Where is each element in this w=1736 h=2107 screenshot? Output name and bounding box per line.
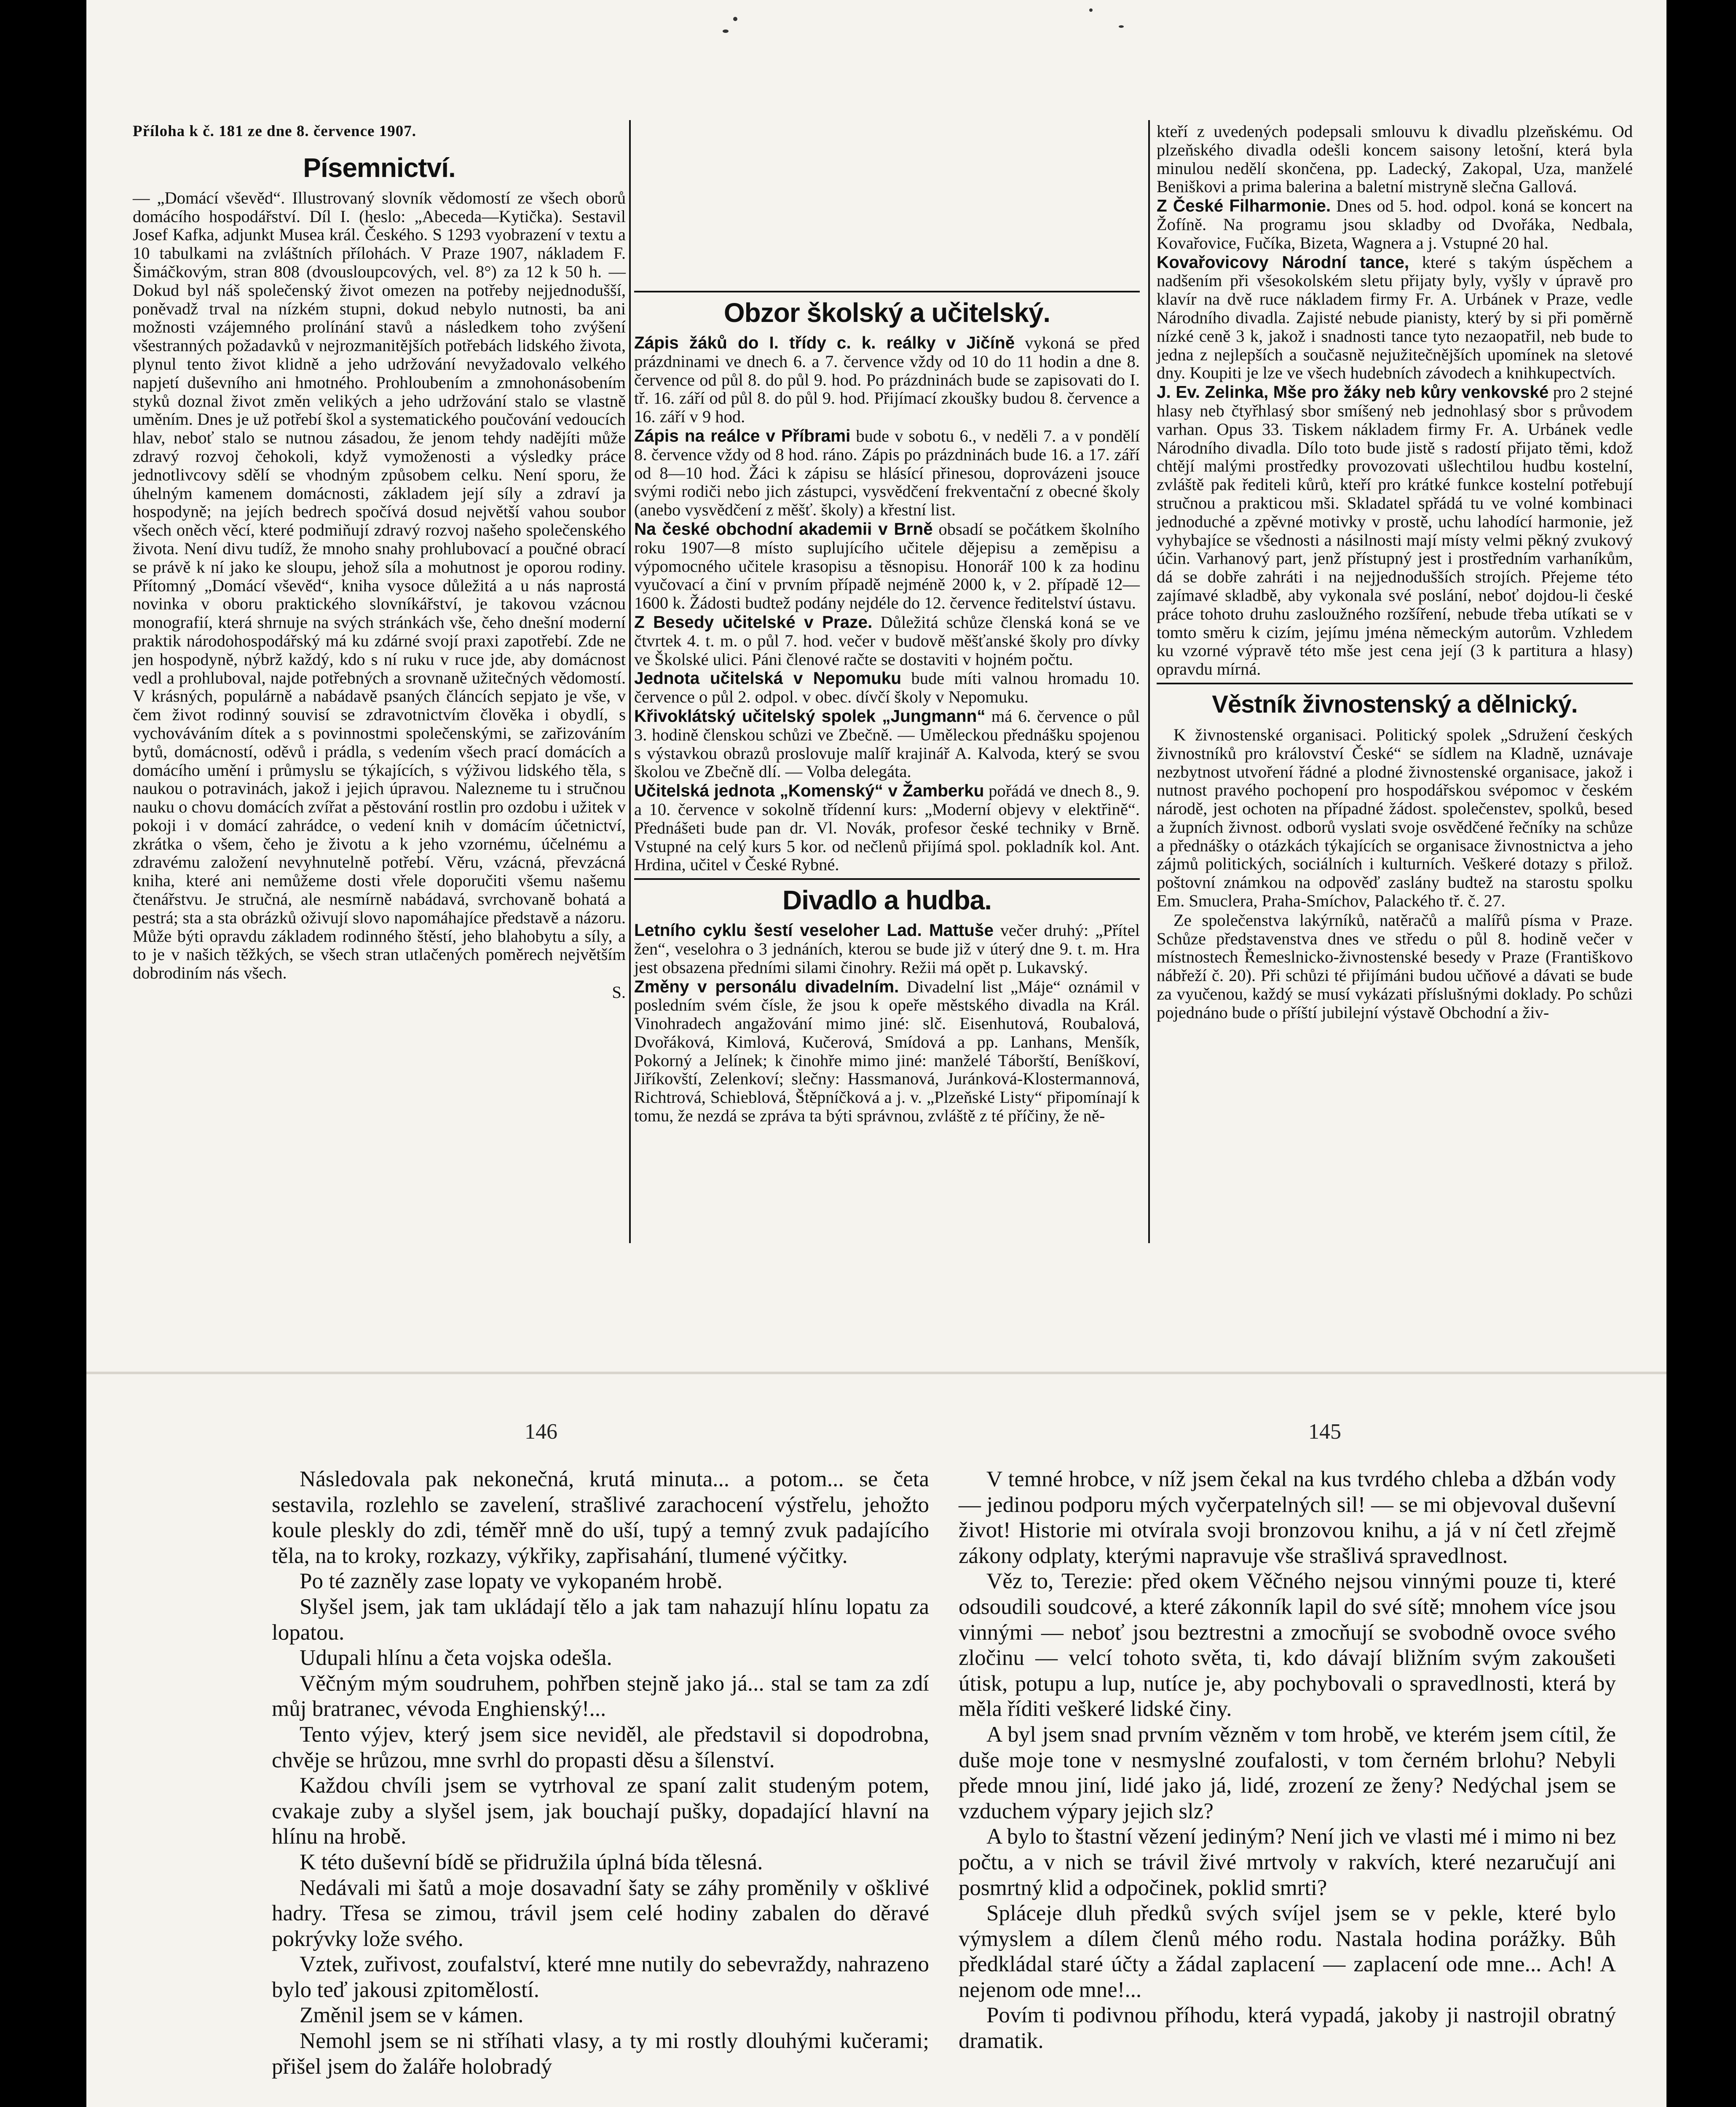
news-body: bude míti valnou hromadu 10. července o půl 2. odpol. v obec. dívčí školy v Nepomuku. bbox=[634, 669, 1140, 707]
book-paragraph: Věčným mým soudruhem, pohřben stejně jako já... stal se tam za zdí můj bratranec, vévoda Enghienský!... bbox=[272, 1671, 929, 1721]
news-body: vykoná se před prázdninami ve dnech 6. a 7. července vždy od 10 do 11 hodin a dne 8. července od půl 8. do půl 9. hod. Po prázdninách bude se zapisovati do I. tř. 16. září od půl 8. do půl 9. hod. Přijímací zkoušky budou 8. července a 16. září v 9 hod. bbox=[634, 333, 1140, 426]
news-headline: Z Besedy učitelské v Praze. bbox=[634, 612, 873, 632]
news-body: Důležitá schůze členská koná se ve čtvrtek 4. t. m. o půl 7. hod. večer v budově měšťanské školy pro dívky ve Školské ulici. Páni členové račte se dostaviti v hojném počtu. bbox=[634, 612, 1140, 669]
news-headline: Křivoklátský učitelský spolek „Jungmann“ bbox=[634, 706, 986, 726]
news-body: bude v sobotu 6., v neděli 7. a v pondělí 8. července vždy od 8 hod. ráno. Zápis po prázdninách bude 16. a 17. září od 8—10 hod. Žáci k zápisu se hlásící přinesou, doprovázeni jsouce svými rodiči nebo jich zástupci, vysvědčení frekventační z obecné školy (anebo vysvědčení z měšť. školy) a křestní list. bbox=[634, 426, 1140, 520]
article-text: K živnostenské organisaci. Politický spolek „Sdružení českých živnostníků pro království České“ se sídlem na Kladně, uznávaje nezbytnost utvoření řádné a plodné živnostenské organisace, jakož i nutnost pravého pochopení pro hospodářskou svépomoc v českém národě, jest ochoten na případné žádost. společenstev, spolků, besed a župních živnost. odborů vyslati svoje osvědčené řečníky na schůze a přednášky o otázkách týkajících se organisace živnostnictva a jeho zájmů politických, sociálních i kulturních. Veškeré dotazy s přilož. poštovní známkou na odpověď zaslány budtež na starostu spolku Em. Smuclera, Praha-Smíchov, Palackého tř. č. 27. bbox=[1157, 725, 1633, 911]
newspaper-page bbox=[86, 0, 1666, 1403]
column-school-theatre bbox=[634, 122, 1140, 1126]
news-body: Dnes od 5. hod. odpol. koná se koncert na Žofíně. Na programu jsou skladby od Dvořáka, Nedbala, Kovařovice, Fučíka, Bizeta, Wagnera a j. Vstupné 20 hal. bbox=[1157, 196, 1633, 252]
column-music-trades bbox=[1157, 122, 1633, 1023]
news-headline: Zápis na reálce v Příbrami bbox=[634, 426, 851, 445]
news-item bbox=[634, 334, 1140, 426]
news-headline: Učitelská jednota „Komenský“ v Žamberku bbox=[634, 781, 984, 801]
news-headline: J. Ev. Zelinka, Mše pro žáky neb kůry venkovské bbox=[1157, 382, 1549, 402]
book-paragraph: Následovala pak nekonečná, krutá minuta... a potom... se četa sestavila, rozlehlo se zavelení, strašlivé zarachocení výstřelu, jehožto koule pleskly do zdi, téměř mně do uší, tupý a temný zvuk padajícího těla, na to kroky, rozkazy, výkřiky, zapřisahání, tlumené výčitky. bbox=[272, 1467, 929, 1568]
column-literature bbox=[133, 122, 626, 1003]
book-paragraph: Nemohl jsem se ni stříhati vlasy, a ty mi rostly dlouhými kučerami; přišel jsem do žaláře holobradý bbox=[272, 2029, 929, 2079]
news-body: Divadelní list „Máje“ oznámil v posledním svém čísle, že jsou k opeře městského divadla na Král. Vinohradech angažování mimo jiné: slč. Eisenhutová, Roubalová, Dvořáková, Kimlová, Kučerová, Smídová a pp. Lanhans, Menšík, Pokorný a Jelínek; k činohře mimo jiné: manželé Táborští, Beníškoví, Jiříkovští, Zelenkoví; slečny: Hassmanová, Juránková-Klostermannová, Richtrová, Schieblová, Štěpníčková a j. v. „Plzeňské Listy“ připomínají k tomu, že nezdá se zpráva ta býti správnou, zvláště z té příčiny, že ně- bbox=[634, 977, 1140, 1126]
scan-speck bbox=[733, 17, 737, 21]
news-headline: Jednota učitelská v Nepomuku bbox=[634, 668, 902, 688]
news-item bbox=[1157, 383, 1633, 678]
book-paragraph: Tento výjev, který jsem sice neviděl, ale představil si dopodrobna, chvěje se hrůzou, mne svrhl do propasti děsu a šílenství. bbox=[272, 1722, 929, 1772]
news-body: pořádá ve dnech 8., 9. a 10. července v sokolně třídenní kurs: „Moderní objevy v elektřině“. Přednášeti bude pan dr. Vl. Novák, profesor české techniky v Brně. Vstupné na celý kurs 5 kor. od nečlenů přijímá spol. pokladník kol. Ant. Hrdina, učitel v České Rybné. bbox=[634, 781, 1140, 874]
news-item bbox=[1157, 253, 1633, 383]
scan-speck bbox=[1119, 25, 1124, 28]
news-body: obsadí se počátkem školního roku 1907—8 místo suplujícího učitele dějepisu a zeměpisu a výpomocného učitele krasopisu a těsnopisu. Honorář 100 k za hodinu vyučovací a činí v prvním případě nejméně 2000 k, v 2. případě 12—1600 k. Žádosti budtež podány nejdéle do 12. července ředitelství ústavu. bbox=[634, 519, 1140, 613]
book-paragraph: Každou chvíli jsem se vytrhoval ze spaní zalit studeným potem, cvakaje zuby a slyšel jsem, jak bouchají pušky, dopadající hlavní na hlínu na hrobě. bbox=[272, 1773, 929, 1849]
book-paragraph: Věz to, Terezie: před okem Věčného nejsou vinnými pouze ti, které odsoudili soudcové, a které zákonník lapil do své sítě; mnohem více jsou vinnými — neboť jsou beztrestni a zmocňují se svobodně ovoce svého zločinu — velcí tohoto světa, ti, kdo dávají bližním svým zakoušeti útisk, potupu a lup, nutíce je, aby pochybovali o spravedlnosti, která by měla říditi veškeré lidské činy. bbox=[959, 1569, 1616, 1721]
news-item bbox=[634, 613, 1140, 668]
news-body: které s takým úspěchem a nadšením při všesokolském sletu přijaty byly, vyšly v úpravě pro klavír na dvě ruce nákladem firmy Fr. A. Urbánek v Praze, vedle Národního divadla. Zajisté nebude pianisty, který by si při poměrně nízké ceně 3 k, jakož i snadnosti tance tyto nezaopatřil, neb bude to jedna z nejlepších a současně nejužitečnějších upomínek na sletové dny. Koupiti je lze ve všech hudebních závodech a knihkupectvích. bbox=[1157, 252, 1633, 383]
page-fold bbox=[86, 1372, 1666, 1374]
book-paragraph: Nedávali mi šatů a moje dosavadní šaty se záhy proměnily v ošklivé hadry. Třesa se zimou, trávil jsem celé hodiny zabalen do děravé pokrývky lože svého. bbox=[272, 1875, 929, 1951]
newspaper-scan bbox=[86, 0, 1666, 2107]
book-paragraph: Slyšel jsem, jak tam ukládají tělo a jak tam nahazují hlínu lopatu za lopatou. bbox=[272, 1594, 929, 1645]
scan-speck bbox=[723, 29, 729, 33]
news-item bbox=[634, 707, 1140, 781]
right-page-number: 145 bbox=[1308, 1420, 1341, 1444]
divider bbox=[634, 878, 1140, 880]
news-item bbox=[634, 669, 1140, 706]
book-paragraph: Vztek, zuřivost, zoufalství, které mne nutily do sebevraždy, nahrazeno bylo teď jakousi zpitomělostí. bbox=[272, 1952, 929, 2002]
news-body: pro 2 stejné hlasy neb čtyřhlasý sbor smíšený neb jednohlasý sbor s průvodem varhan. Opus 33. Tiskem nákladem firmy Fr. A. Urbánek vedle Národního divadla. Dílo toto bude jistě s radostí přijato těmi, kdož chtějí malými prostředky provozovati ušlechtilou hudbu kostelní, zvláště pak řediteli kůrů, kteří pro krátké funkce kostelní potřebují stručnou a prakticou mši. Skladatel spřádá tu ve volné kombinaci jednoduché a zpěvné motivky v prostě, uchu lahodící harmonie, jež vyhybajíce se všednosti a násilnosti mají místy velmi pěkný zvukový účin. Varhanový part, jenž přístupný jest i prostředním varhaníkům, dá se dobře zahráti i na nejjednodušších strojích. Přejeme této zajímavé skladbě, aby vykonala své poslání, neboť dojdou-li české práce tohoto druhu zasloužného rozšíření, nebude třeba utíkati se v tomto směru k cizím, jejímu jména německým autorům. Vzhledem ku vzorné výpravě této mše jest cena její (3 k partitura a hlasy) opravdu mírná. bbox=[1157, 383, 1633, 679]
news-item bbox=[1157, 197, 1633, 252]
divider bbox=[634, 291, 1140, 292]
news-item bbox=[634, 782, 1140, 874]
divider bbox=[1157, 683, 1633, 684]
article-signature: S. bbox=[612, 983, 626, 1002]
book-paragraph: V temné hrobce, v níž jsem čekal na kus tvrdého chleba a džbán vody — jedinou podporu mých vyčerpatelných sil! — se mi objevoval duševní život! Historie mi otvírala svoji bronzovou knihu, a já v ní četl zřejmě zákony odplaty, kterými napravuje vše strašlivá spravedlnost. bbox=[959, 1467, 1616, 1568]
news-item bbox=[634, 921, 1140, 976]
news-headline: Letního cyklu šestí veseloher Lad. Mattuše bbox=[634, 920, 994, 940]
section-title-theatre: Divadlo a hudba. bbox=[782, 885, 992, 916]
book-paragraph: A byl jsem snad prvním vězněm v tom hrobě, ve kterém jsem cítil, že duše moje tone v nesmyslné zoufalosti, v tom černém brlohu? Nebyli přede mnou jiní, lidé jako já, lidé, zrození ze ženy? Nedýchal jsem se vzduchem výpary jejich slz? bbox=[959, 1722, 1616, 1823]
book-paragraph: Udupali hlínu a četa vojska odešla. bbox=[300, 1646, 612, 1670]
news-headline: Změny v personálu divadelním. bbox=[634, 976, 899, 996]
book-paragraph: Po té zazněly zase lopaty ve vykopaném hrobě. bbox=[300, 1569, 723, 1594]
book-right-page bbox=[959, 1466, 1616, 2054]
scan-speck bbox=[1089, 8, 1093, 12]
book-paragraph: A bylo to štastní vězení jediným? Není jich ve vlasti mé i mimo ni bez počtu, a v nich se trávil živé mrtvoly v rakvích, které nezaručují ani posmrtný klid a odpočinek, poklid smrti? bbox=[959, 1824, 1616, 1900]
article-text: — „Domácí vševěd“. Illustrovaný slovník vědomostí ze všech oborů domácího hospodářství. Díl I. (heslo: „Abeceda—Kytička). Sestavil Josef Kafka, adjunkt Musea král. Českého. S 1293 vyobrazení v textu a 10 tabulkami na zvláštních přílohách. V Praze 1907, nákladem F. Šimáčkovým, stran 808 (dvousloupcových, vel. 8°) za 12 k 50 h. — Dokud byl náš společenský život omezen na potřeby nejjednodušší, poněvadž trval na nízkém stupni, dokud nebylo nutnosti, ba ani možnosti vzájemného prolínání stavů a následkem toho zvýšení všestranných požadavků v nejrozmanitějších potřebách lidského života, plynul tento život klidně a jeho udržování nevyžadovalo velkého napjetí duševního ani hmotného. Prohloubením a zmnohonásobením styků doznal život změn velikých a jeho udržování stalo se vlastně uměním. Dnes je už potřebí škol a systematického poučování vedoucích hlav, neboť stalo se nutnou zásadou, že jenom tehdy nadějíti může zdravý rozvoj čehokoli, když vymoženosti a výsledky práce jednotlivcovy sdělí se vhodným způsobem celku. Není sporu, že úhelným kamenem domácnosti, základem její síly a zdraví ja hospodyně; na jejích bedrech spočívá dosud největší vahou soubor všech oněch věcí, které podmiňují zdravý rozvoj našeho společenského života. Není divu tudíž, že mnoho snahy prohlubovací a poučné obrací se právě k ní jako ke sloupu, jehož síla a mohutnost je oporou rodiny. Přítomný „Domácí vševěd“, kniha vysoce důležitá a u nás naprostá novinka v oboru praktického slovníkářství, je takovou vzácnou monografií, která shrnuje na svých stránkách vše, čeho dnešní moderní praktik národohospodářský má ku zdárné svojí praxi zapotřebí. Zde ne jen hospodyně, nýbrž každý, kdo s ní ruku v ruce jde, aby domácnost vedl a prohluboval, najde potřebných a srovnaně užitečných vědomostí. V krásných, populárně a nabádavě psaných článcích sepjato je vše, v čem život rodinný souvisí se zdravotnictvím člověka i obydlí, s vychováváním dítek a s povinnostmi společenskými, se zařizováním bytů, domácností, oděvů i prádla, s vedením všech prací domácích a domácího umění i průmyslu se týkajících, s výživou lidského těla, s naukou o potravinách, jakož i jejich úpravou. Nalezneme tu i stručnou nauku o chovu domácích zvířat a pěstování rostlin pro ozdobu i užitek v pokoji i v domácí zahrádce, o vedení knih v domácím účetnictví, zkrátka o všem, čeho je životu a k jeho vzornému, účelnému a zdravému založení nevyhnutelně potřebí. Věru, vzácná, převzácná kniha, které ani nemůžeme dosti vřele doporučiti všemu našemu čtenářstvu. Je stručná, ale nesmírně nabádavá, svrchovaně bohatá a pestrá; sta a sta obrázků oživují slovo napomáhajíce představě a názoru. Může býti opravdu základem rodinného štěstí, jeho blahobytu a síly, a to je v našich těžkých, se všech stran utlačených poměrech největším dobrodiním nás všech. bbox=[133, 188, 626, 983]
continued-text: kteří z uvedených podepsali smlouvu k divadlu plzeňskému. Od plzeňského divadla odešli koncem saisony letošní, která byla minulou nedělí skončena, pp. Ladecký, Zakopal, Uza, manželé Beniškovi a prima balerina a baletní mistryně slečna Gallová. bbox=[1157, 122, 1633, 196]
news-headline: Na české obchodní akademii v Brně bbox=[634, 519, 933, 539]
news-item bbox=[634, 978, 1140, 1125]
left-page-number: 146 bbox=[525, 1420, 557, 1444]
section-title-literature: Písemnictví. bbox=[303, 152, 455, 183]
news-body: večer druhý: „Přítel žen“, veselohra o 3 jednáních, kterou se bude již v úterý dne 9. t. m. Hra jest obsazena předními silami činohry. Režii má opět p. Lukavský. bbox=[634, 921, 1140, 977]
book-left-page bbox=[272, 1466, 929, 2079]
book-paragraph: Změnil jsem se v kámen. bbox=[300, 2003, 524, 2028]
issue-line: Příloha k č. 181 ze dne 8. července 1907. bbox=[133, 123, 416, 140]
news-headline: Zápis žáků do I. třídy c. k. reálky v Jičíně bbox=[634, 333, 1015, 352]
book-paragraph: Povím ti podivnou příhodu, která vypadá, jakoby ji nastrojil obratný dramatik. bbox=[959, 2003, 1616, 2053]
news-body: má 6. července o půl 3. hodině členskou schůzi ve Zbečně. — Uměleckou přednášku spojenou s výstavkou obrazů proslovuje malíř krajinář A. Kalvoda, který se svou školou ve Zbečně dlí. — Volba delegáta. bbox=[634, 706, 1140, 781]
news-item bbox=[634, 520, 1140, 612]
book-paragraph: Spláceje dluh předků svých svíjel jsem se v pekle, které bylo výmyslem a dílem členů mého rodu. Nastala hodina porážky. Bůh předkládal staré účty a žádal zaplacení — zaplacení ode mne... Ach! A nejenom ode mne!... bbox=[959, 1901, 1616, 2002]
column-divider bbox=[1148, 120, 1150, 1243]
article-text: Ze společenstva lakýrníků, natěračů a malířů písma v Praze. Schůze představenstva dnes ve středu o půl 8. hodině večer v místnostech Řemeslnicko-živnostenské besedy v Praze (Františkovo nábřeží č. 20). Při schůzi té přijímáni budou učňové a dávati se bude za vyučenou, každý se musí vykázati příslušnými doklady. Po schůzi pojednáno bude o příští jubilejní výstavě Obchodní a živ- bbox=[1157, 910, 1633, 1022]
column-divider bbox=[629, 120, 631, 1243]
book-paragraph: K této duševní bídě se přidružila úplná bída tělesná. bbox=[300, 1850, 763, 1874]
news-item bbox=[634, 427, 1140, 519]
section-title-trades: Věstník živnostenský a dělnický. bbox=[1212, 690, 1578, 718]
news-headline: Z České Filharmonie. bbox=[1157, 196, 1331, 216]
news-headline: Kovařovicovy Národní tance, bbox=[1157, 252, 1409, 272]
section-title-school: Obzor školský a učitelský. bbox=[723, 298, 1050, 328]
